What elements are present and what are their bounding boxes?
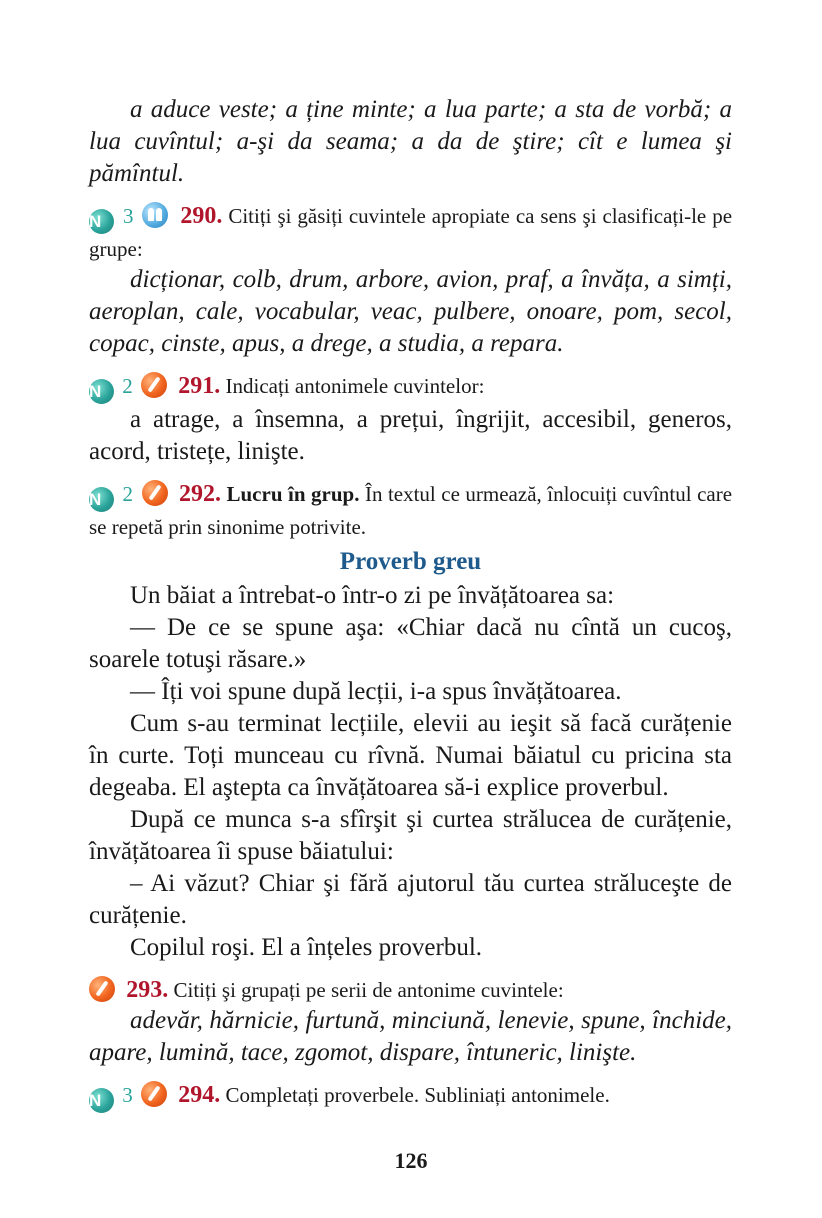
exercise-number: 292. — [179, 481, 221, 507]
level-n-icon: N — [89, 209, 114, 234]
exercise-number: 291. — [178, 373, 221, 399]
pencil-icon — [89, 976, 115, 1002]
exercise-293-header — [89, 975, 732, 1005]
exercise-instruction: Citiți şi grupați pe serii de antonime cuvintele: — [173, 978, 564, 1002]
story-paragraph: Copilul roşi. El a înțeles proverbul. — [130, 934, 483, 961]
story-paragraph: — Îți voi spune după lecții, i-a spus învățătoarea. — [130, 678, 622, 705]
story-paragraph: — De ce se spune aşa: «Chiar dacă nu cîntă un cucoş, soarele totuşi răsare.» — [89, 614, 732, 673]
page-number: 126 — [394, 1148, 428, 1173]
story-paragraph: – Ai văzut? Chiar şi fără ajutorul tău curtea străluceşte de curățenie. — [89, 870, 732, 929]
intro-phrases: a aduce veste; a ține minte; a lua parte; a sta de vorbă; a lua cuvîntul; a-şi da seama; a da de ştire; cît e lumea şi pămîntul. — [89, 96, 732, 187]
level-n-icon: N — [89, 1088, 114, 1113]
exercise-290-header — [89, 201, 732, 264]
difficulty-level: 3 — [122, 1083, 133, 1107]
story-title: Proverb greu — [339, 548, 482, 575]
difficulty-level: 2 — [122, 482, 133, 506]
story-paragraph: Un băiat a întrebat-o într-o zi pe învățătoarea sa: — [130, 582, 615, 609]
group-work-label: Lucru în grup. — [226, 482, 360, 506]
exercise-294-header — [89, 1080, 732, 1113]
exercise-number: 294. — [178, 1082, 221, 1108]
exercise-instruction: Completați proverbele. Subliniați antonimele. — [225, 1083, 610, 1107]
exercise-292-header — [89, 479, 732, 542]
exercise-instruction: Indicați antonimele cuvintelor: — [225, 374, 485, 398]
exercise-instruction: În textul ce urmează, înlocuiți cuvîntul care se repetă prin sinonime potrivite. — [89, 482, 733, 539]
level-n-icon: N — [89, 379, 114, 404]
pencil-icon — [141, 1081, 167, 1107]
group-work-icon — [142, 202, 168, 228]
exercise-number: 290. — [180, 203, 223, 229]
page-content — [89, 94, 732, 1113]
pencil-icon — [141, 372, 167, 398]
exercise-291-header — [89, 371, 732, 404]
exercise-instruction: Citiți şi găsiți cuvintele apropiate ca sens şi clasificați-le pe grupe: — [89, 204, 733, 261]
story-paragraph: Cum s-au terminat lecțiile, elevii au ieşit să facă curățenie în curte. Toți munceau cu rîvnă. Numai băiatul cu pricina sta degeaba. El aştepta ca învățătoarea să-i explice proverbul. — [89, 710, 732, 801]
difficulty-level: 3 — [122, 204, 134, 228]
exercise-290-words: dicționar, colb, drum, arbore, avion, praf, a învăța, a simți, aeroplan, cale, vocabular, veac, pulbere, onoare, pom, secol, copac, cinste, apus, a drege, a studia, a repara. — [89, 266, 732, 357]
exercise-291-words: a atrage, a însemna, a prețui, îngrijit, accesibil, generos, acord, tristețe, linişte. — [89, 406, 732, 465]
difficulty-level: 2 — [122, 374, 133, 398]
exercise-293-words: adevăr, hărnicie, furtună, minciună, lenevie, spune, închide, apare, lumină, tace, zgomot, dispare, întuneric, linişte. — [89, 1007, 732, 1066]
level-n-icon: N — [89, 487, 114, 512]
pencil-icon — [142, 480, 168, 506]
exercise-number: 293. — [126, 977, 169, 1003]
story-paragraph: După ce munca s-a sfîrşit şi curtea strălucea de curățenie, învățătoarea îi spuse băiatului: — [89, 806, 732, 865]
